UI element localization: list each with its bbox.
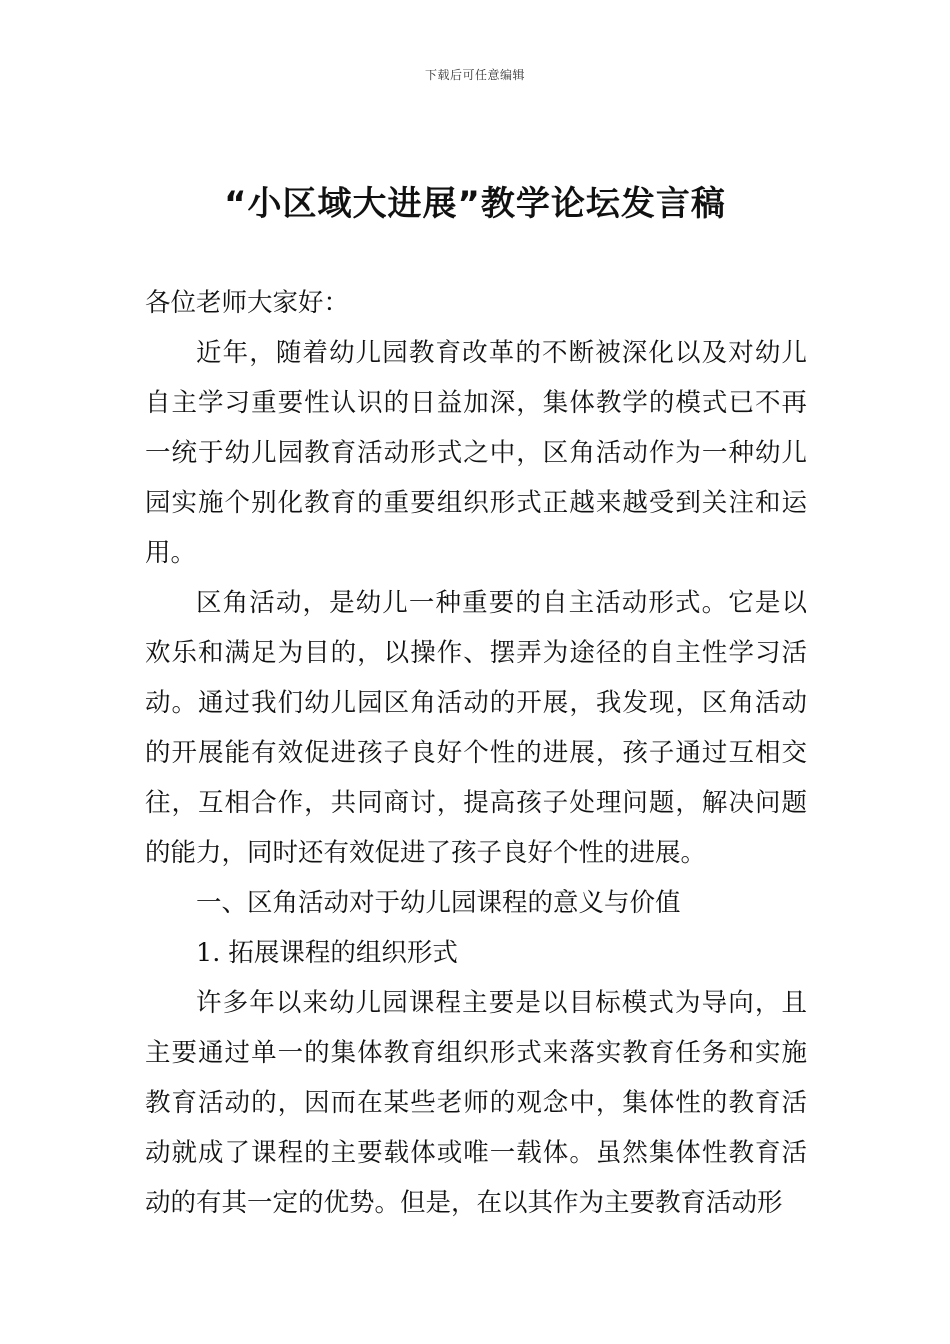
section-heading: 一、区角活动对于幼儿园课程的意义与价值 bbox=[196, 888, 681, 918]
document-title: “小区域大进展”教学论坛发言稿 bbox=[224, 184, 726, 224]
paragraph: 区角活动，是幼儿一种重要的自主活动形式。它是以欢乐和满足为目的，以操作、摆弄为途径的自主性学习活动。通过我们幼儿园区角活动的开展，我发现，区角活动的开展能有效促进孩子良好个性的进展，孩子通过互相交往，互相合作，共同商讨，提高孩子处理问题，解决问题的能力，同时还有效促进了孩子良好个性的进展。 bbox=[145, 588, 807, 868]
salutation: 各位老师大家好： bbox=[145, 288, 350, 318]
document-body bbox=[145, 278, 807, 1228]
paragraph: 许多年以来幼儿园课程主要是以目标模式为导向，且主要通过单一的集体教育组织形式来落实教育任务和实施教育活动的，因而在某些老师的观念中，集体性的教育活动就成了课程的主要载体或唯一载体。虽然集体性教育活动的有其一定的优势。但是，在以其作为主要教育活动形 bbox=[145, 988, 807, 1218]
paragraph: 近年，随着幼儿园教育改革的不断被深化以及对幼儿自主学习重要性认识的日益加深，集体教学的模式已不再一统于幼儿园教育活动形式之中，区角活动作为一种幼儿园实施个别化教育的重要组织形式正越来越受到关注和运用。 bbox=[145, 338, 807, 568]
header-note: 下载后可任意编辑 bbox=[424, 68, 525, 82]
subsection-heading: 1. 拓展课程的组织形式 bbox=[196, 938, 458, 968]
